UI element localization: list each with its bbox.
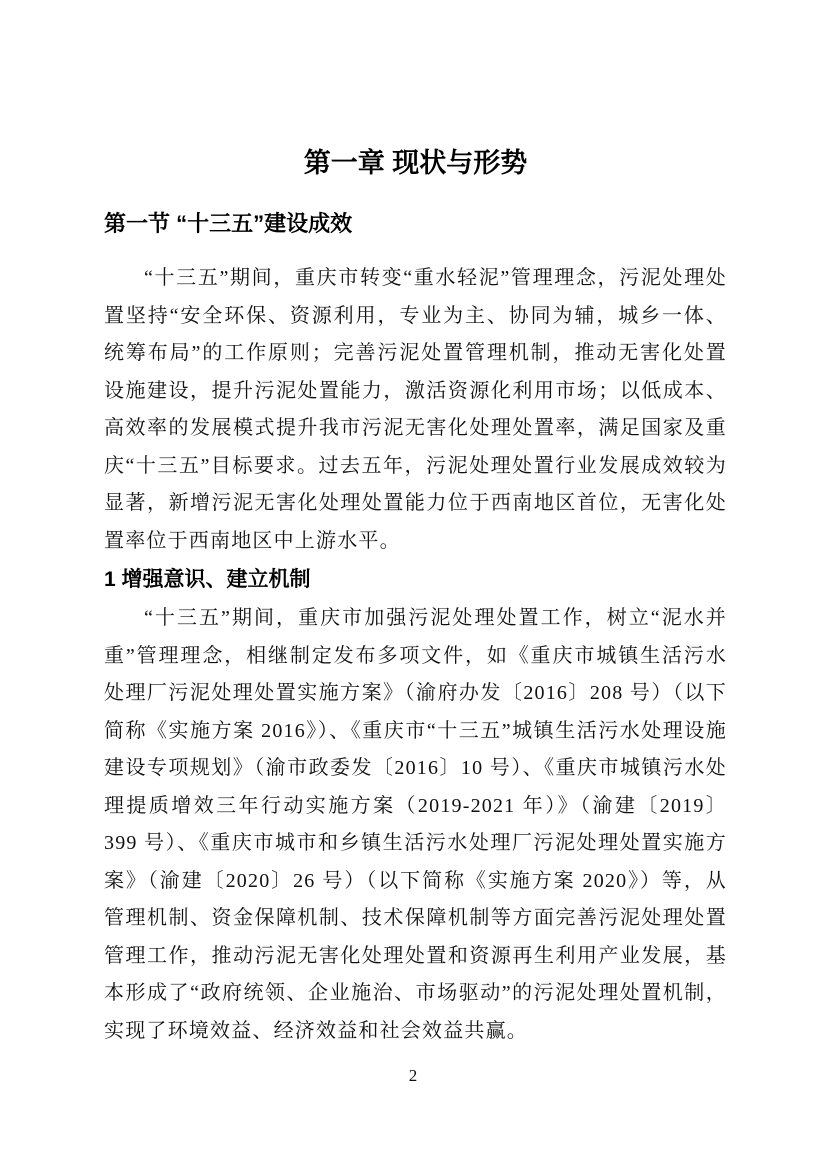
chapter-title: 第一章 现状与形势: [303, 148, 528, 178]
page-content: [104, 0, 727, 1050]
paragraph-2: “十三五”期间，重庆市加强污泥处理处置工作，树立“泥水并重”管理理念，相继制定发布多项文件，如《重庆市城镇生活污水处理厂污泥处理处置实施方案》（渝府办发〔2016〕208 号）（以下简称《实施方案 2016》）、《重庆市“十三五”城镇生活污水处理设施建设专项规划》（渝市政委发〔2016〕10 号）、《重庆市城镇污水处理提质增效三年行动实施方案（2019-2021 年）》（渝建〔2019〕399 号）、《重庆市城市和乡镇生活污水处理厂污泥处理处置实施方案》（渝建〔2020〕26 号）（以下简称《实施方案 2020》）等，从管理机制、资金保障机制、技术保障机制等方面完善污泥处理处置管理工作，推动污泥无害化处理处置和资源再生利用产业发展，基本形成了“政府统领、企业施治、市场驱动”的污泥处理处置机制，实现了环境效益、经济效益和社会效益共赢。: [104, 607, 727, 1042]
section-heading: 第一节 “十三五”建设成效: [104, 211, 353, 236]
page-number: 2: [408, 1066, 418, 1085]
paragraph-1: “十三五”期间，重庆市转变“重水轻泥”管理理念，污泥处理处置坚持“安全环保、资源利用，专业为主、协同为辅，城乡一体、统筹布局”的工作原则；完善污泥处置管理机制，推动无害化处置设施建设，提升污泥处置能力，激活资源化利用市场；以低成本、高效率的发展模式提升我市污泥无害化处理处置率，满足国家及重庆“十三五”目标要求。过去五年，污泥处理处置行业发展成效较为显著，新增污泥无害化处理处置能力位于西南地区首位，无害化处置率位于西南地区中上游水平。: [104, 267, 727, 552]
subsection-heading: 1 增强意识、建立机制: [104, 568, 311, 591]
